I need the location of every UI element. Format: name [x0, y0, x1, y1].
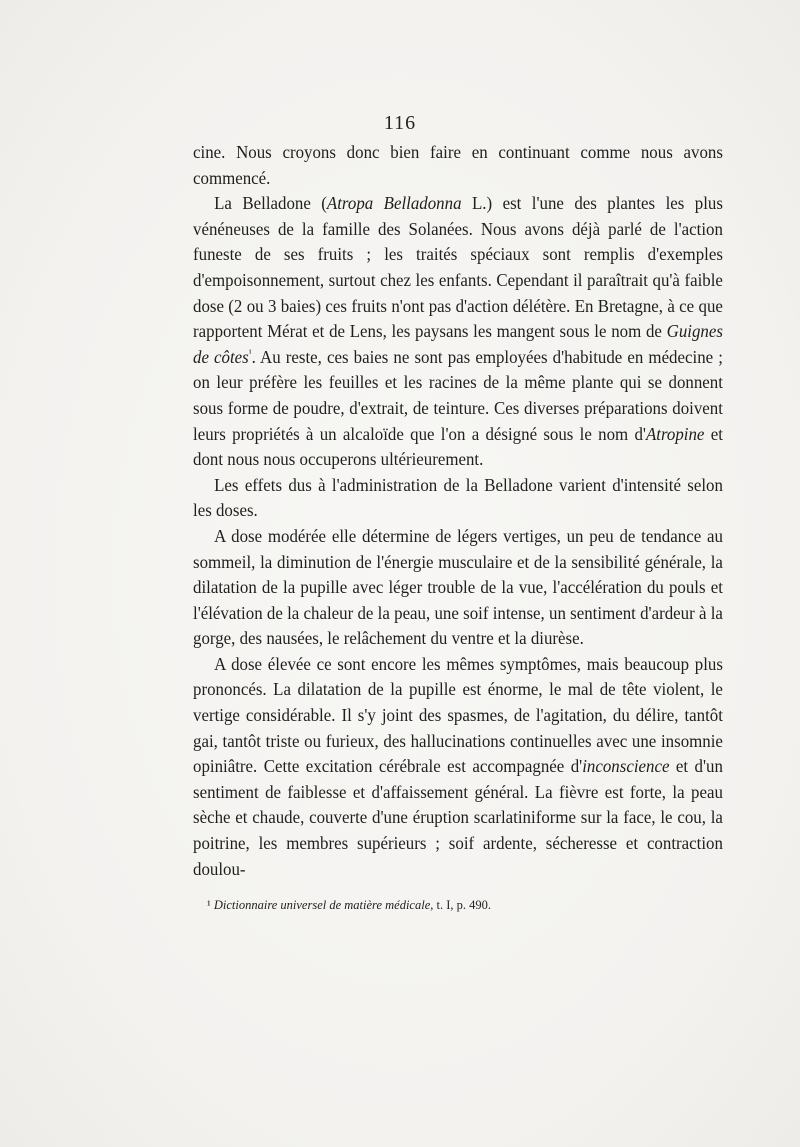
paragraph — [193, 473, 723, 524]
paragraph-text: Les effets dus à l'administration de la Belladone varient d'intensité selon les doses. — [193, 474, 723, 521]
paragraph — [193, 191, 723, 473]
footnote-mark: ¹ — [207, 898, 211, 912]
body-text — [193, 140, 723, 882]
italic-text: Guignes de côtes — [193, 321, 723, 367]
footnote-rest: , t. I, p. 490. — [430, 898, 492, 912]
paragraph-text: et d'un sentiment de faiblesse et d'affaissement général. La fièvre est forte, la peau sèche et chaude, couverte d'une éruption scarlatiniforme sur la face, le cou, la poitrine, les membres supérieurs ; soif ardente, sécheresse et contraction doulou- — [193, 756, 723, 879]
paragraph — [193, 652, 723, 882]
italic-text: Atropa Belladonna — [326, 193, 462, 214]
paragraph-text: . Au reste, ces baies ne sont pas employées d'habitude en médecine ; on leur préfère les feuilles et les racines de la même plante qui se donnent sous forme de poudre, d'extrait, de teinture. Ces diverses préparations doivent leurs propriétés à un alcaloïde que l'on a désigné sous le nom d' — [193, 346, 723, 444]
paragraph-text: et dont nous nous occuperons ultérieurement. — [193, 423, 723, 470]
paragraph-text: A dose élevée ce sont encore les mêmes symptômes, mais beaucoup plus prononcés. La dilatation de la pupille est énorme, le mal de tête violent, le vertige considérable. Il s'y joint des spasmes, de l'agitation, du délire, tantôt gai, tantôt triste ou furieux, des hallucinations continuelles avec une insomnie opiniâtre. Cette excitation cérébrale est accompagnée d' — [193, 653, 723, 777]
footnote-title: Dictionnaire universel de matière médicale — [213, 898, 431, 912]
footnote-reference: ¹ — [248, 347, 252, 359]
paragraph-text: L.) est l'une des plantes les plus vénéneuses de la famille des Solanées. Nous avons déjà parlé de l'action funeste de ses fruits ; les traités spéciaux sont remplis d'exemples d'empoisonnement, surtout chez les enfants. Cependant il paraîtrait qu'à faible dose (2 ou 3 baies) ces fruits n'ont pas d'action délétère. En Bretagne, à ce que rapportent Mérat et de Lens, les paysans les mangent sous le nom de — [193, 193, 723, 342]
italic-text: inconscience — [582, 756, 670, 777]
footnote — [207, 898, 707, 913]
page-number: 116 — [383, 112, 417, 134]
paragraph — [193, 524, 723, 652]
paragraph-text: La Belladone ( — [214, 193, 327, 214]
paragraph-text: cine. Nous croyons donc bien faire en continuant comme nous avons commencé. — [193, 142, 723, 188]
paragraph-text: A dose modérée elle détermine de légers vertiges, un peu de tendance au sommeil, la diminution de l'énergie musculaire et de la sensibilité générale, la dilatation de la pupille avec léger trouble de la vue, l'accélération du pouls et l'élévation de la chaleur de la peau, une soif intense, un sentiment d'ardeur à la gorge, des nausées, le relâchement du ventre et la diurèse. — [193, 525, 723, 649]
paragraph — [193, 140, 723, 191]
italic-text: Atropine — [645, 423, 705, 444]
